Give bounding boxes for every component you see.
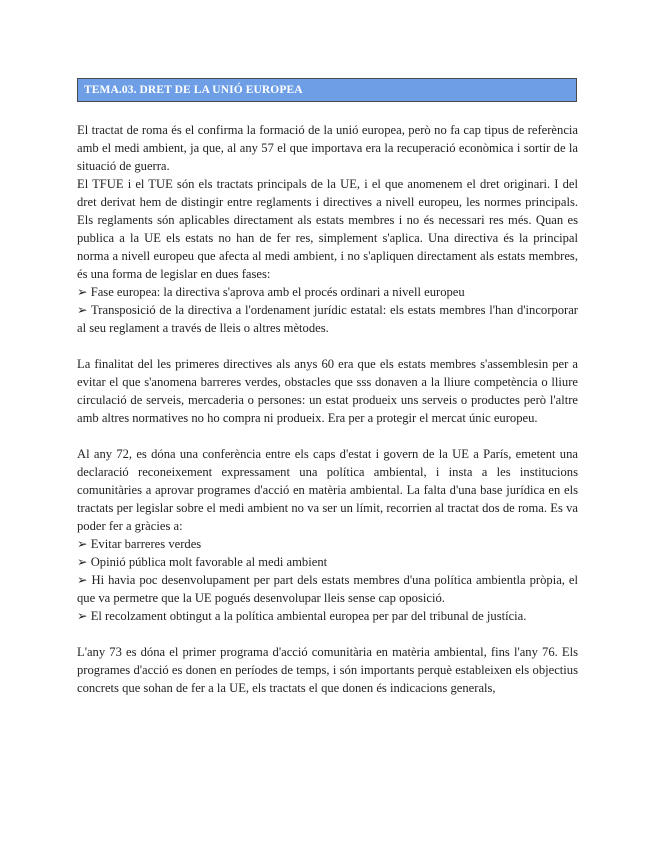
document-body	[77, 121, 578, 697]
section-title: TEMA.03. DRET DE LA UNIÓ EUROPEA	[84, 84, 303, 96]
paragraph-tfue-tue: El TFUE i el TUE són els tractats principals de la UE, i el que anomenem el dret originari. I del dret derivat hem de distingir entre reglaments i directives a nivell europeu, les normes principals. Els reglaments són aplicables directament als estats membres i no és necessari res més. Quan es publica a la UE els estats no han de fer res, simplement s'aplica. Una directiva és la principal norma a nivell europeu que afecta al medi ambient, i no s'apliquen directament als estats membres, és una forma de legislar en dues fases:	[77, 177, 578, 281]
paragraph-spacer	[77, 337, 578, 355]
list-item-european-phase: ➢ Fase europea: la directiva s'aprova amb el procés ordinari a nivell europeu	[77, 285, 465, 299]
list-item-little-development: ➢ Hi havia poc desenvolupament per part dels estats membres d'una política ambientla pròpia, el que va permetre que la UE pogués desenvolupar lleis sense cap oposició.	[77, 573, 578, 605]
list-item-court-support: ➢ El recolzament obtingut a la política ambiental europea per par del tribunal de justícia.	[77, 609, 527, 623]
list-item-transposition: ➢ Transposició de la directiva a l'ordenament jurídic estatal: els estats membres l'han d'incorporar al seu reglament a través de lleis o altres mètodes.	[77, 303, 578, 335]
paragraph-first-action-programme: L'any 73 es dóna el primer programa d'acció comunitària en matèria ambiental, fins l'any 76. Els programes d'acció es donen en períodes de temps, i són importants perquè estableixen els objectius concrets que sohan de fer a la UE, els tractats el que donen és indicacions generals,	[77, 645, 578, 695]
paragraph-treaty-of-rome: El tractat de roma és el confirma la formació de la unió europea, però no fa cap tipus de referència amb el medi ambient, ja que, al any 57 el que importava era la recuperació econòmica i sortir de la situació de guerra.	[77, 123, 578, 173]
list-item-public-opinion: ➢ Opinió pública molt favorable al medi ambient	[77, 555, 328, 569]
paragraph-paris-conference: Al any 72, es dóna una conferència entre els caps d'estat i govern de la UE a París, emetent una declaració reconeixement expressament una política ambiental, i insta a les institucions comunitàries a aprovar programes d'acció en matèria ambiental. La falta d'una base jurídica en els tractats per legislar sobre el medi ambient no va ser un límit, recorrien al tractat dos de roma. Es va poder fer a gràcies a:	[77, 447, 578, 533]
paragraph-spacer	[77, 427, 578, 445]
list-item-green-barriers: ➢ Evitar barreres verdes	[77, 537, 202, 551]
paragraph-spacer	[77, 625, 578, 643]
section-title-bar	[77, 78, 577, 102]
paragraph-first-directives: La finalitat del les primeres directives als anys 60 era que els estats membres s'assemblesin per a evitar el que s'anomena barreres verdes, obstacles que sss donaven a la lliure competència o lliure circulació de serveis, mercaderia o persones: un estat produeix uns serveis o productes però l'altre amb altres normatives no ho compra ni produeix. Era per a protegir el mercat únic europeu.	[77, 357, 578, 425]
